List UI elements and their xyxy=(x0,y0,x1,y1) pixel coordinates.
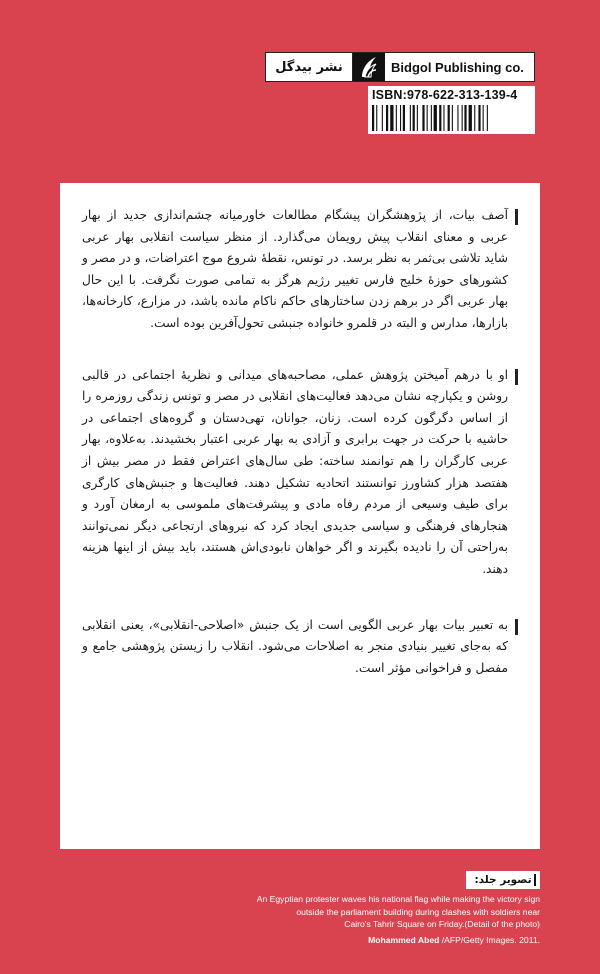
blurb-panel xyxy=(60,183,540,849)
photo-agency: /AFP/Getty Images. 2011. xyxy=(439,934,540,945)
barcode-icon xyxy=(372,105,530,131)
blurb-paragraph-1: آصف بیات، از پژوهشگران پیشگام مطالعات خاورمیانه چشم‌اندازی جدید از بهار عربی و معنای انقلاب پیش رویمان می‌گذارد. از منظر سیاست انقلابی بهار عربی شاید تلاشی بی‌ثمر به نظر برسد. در تونس، نقطهٔ شروع موج اعتراضات، و در مصر و کشورهای حوزهٔ خلیج فارس تغییر رژیم هرگز به تمامی صورت نگرفت. با این حال بهار عربی اگر در برهم زدن ساختارهای حاکم ناکام مانده باشد، در مزارع، کارخانه‌ها، بازارها، مدارس و البته در قلمرو خانواده جنبشی تحول‌آفرین بوده است. xyxy=(82,205,518,335)
photographer-name: Mohammed Abed xyxy=(368,934,440,945)
blurb-paragraph-2: او با درهم آمیختن پژوهش عملی، مصاحبه‌های میدانی و نظریهٔ اجتماعی در قالبی روشن و یکپارچه نشان می‌دهد فعالیت‌های انقلابی در مصر و تونس زندگی روزمره را از اساس دگرگون کرده است. زنان، جوانان، تهی‌دستان و گروه‌های اجتماعی در حاشیه با حرکت در جهت برابری و آزادی به بهار عربی اعتبار بخشیدند. به‌علاوه، بهار عربی کارگران را هم توانمند ساخته: طی سال‌های اعتراض فقط در مصر بیش از هفتصد هزار کشاورز توانستند اتحادیه تشکیل دهند. فعالیت‌ها و جنبش‌های کارگری برای طیف وسیعی از مردم رفاه مادی و پیشرفت‌های ملموسی به ارمغان آورد و هنجارهای فرهنگی و سیاسی جدیدی ایجاد کرد که نیروهای ارتجاعی دیگر نمی‌توانند به‌راحتی آن را نادیده بگیرند و اگر خواهان نابودی‌اش هستند، باید بیش از اینها هزینه دهند. xyxy=(82,365,518,581)
blurb-paragraph-3: به تعبیر بیات بهار عربی الگویی است از یک جنبش «اصلاحی-انقلابی»، یعنی انقلابی که به‌جای تغییر بنیادی منجر به اصلاحات می‌شود. انقلاب را زیستن پژوهشی جامع و مفصل و فراخوانی مؤثر است. xyxy=(82,615,518,680)
cover-credit-label: تصویر جلد: xyxy=(466,871,540,889)
photo-credit xyxy=(202,934,540,947)
isbn-barcode xyxy=(368,86,535,134)
cover-photo-caption xyxy=(202,893,540,946)
caption-line-3: Cairo's Tahrir Square on Friday.(Detail of the photo) xyxy=(344,919,540,929)
caption-line-2: outside the parliament building during clashes with soldiers near xyxy=(296,906,540,917)
publisher-badge xyxy=(265,52,535,82)
publisher-name-en: Bidgol Publishing co. xyxy=(391,59,524,75)
publisher-logo-icon xyxy=(353,53,385,81)
caption-line-1: An Egyptian protester waves his national flag while making the victory sign xyxy=(256,894,540,904)
isbn-text: ISBN:978-622-313-139-4 xyxy=(372,88,518,102)
publisher-name-fa: نشر بیدگل xyxy=(266,53,353,81)
